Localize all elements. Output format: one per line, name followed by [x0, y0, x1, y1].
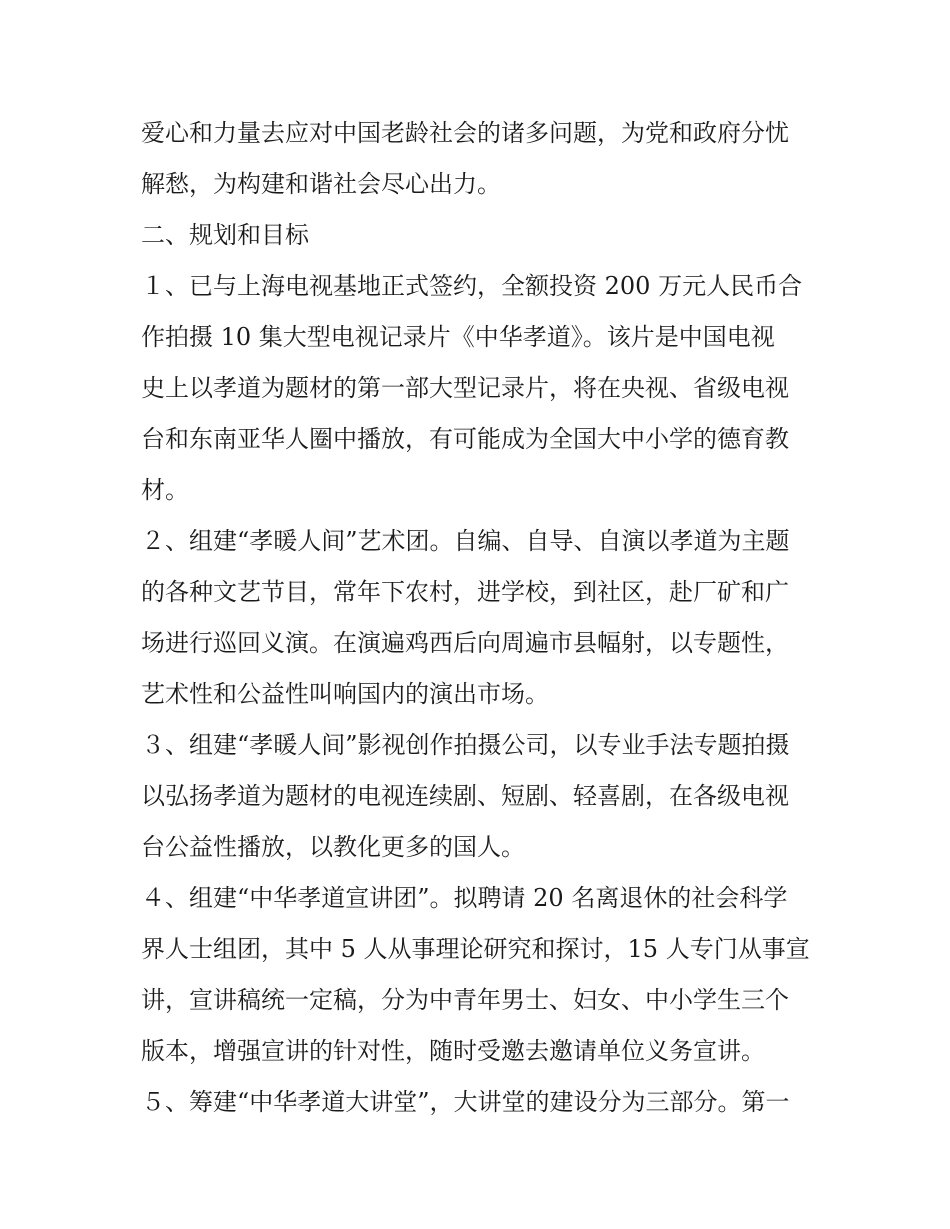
text-line: 台和东南亚华人圈中播放，有可能成为全国大中小学的德育教	[141, 425, 789, 453]
text-line: 以弘扬孝道为题材的电视连续剧、短剧、轻喜剧，在各级电视	[141, 782, 789, 810]
text-line: 讲，宣讲稿统一定稿，分为中青年男士、妇女、中小学生三个	[141, 986, 789, 1014]
text-line: 界人士组团，其中 5 人从事理论研究和探讨，15 人专门从事宣	[141, 935, 810, 963]
body-text	[141, 108, 821, 1128]
text-line: ３、组建“孝暖人间”影视创作拍摄公司，以专业手法专题拍摄	[141, 731, 790, 759]
section-heading: 二、规划和目标	[141, 221, 309, 249]
text-line: 解愁，为构建和谐社会尽心出力。	[141, 170, 501, 198]
text-line: ５、筹建“中华孝道大讲堂”，大讲堂的建设分为三部分。第一	[141, 1088, 790, 1116]
text-line: 台公益性播放，以教化更多的国人。	[141, 833, 525, 861]
text-line: ２、组建“孝暖人间”艺术团。自编、自导、自演以孝道为主题	[141, 527, 790, 555]
text-line: 材。	[141, 476, 189, 504]
text-line: 艺术性和公益性叫响国内的演出市场。	[141, 680, 549, 708]
text-line: １、已与上海电视基地正式签约，全额投资 200 万元人民币合	[141, 272, 803, 300]
text-line: 版本，增强宣讲的针对性，随时受邀去邀请单位义务宣讲。	[141, 1037, 765, 1065]
text-line: 场进行巡回义演。在演遍鸡西后向周遍市县幅射，以专题性，	[141, 629, 789, 657]
text-line: 爱心和力量去应对中国老龄社会的诸多问题，为党和政府分忧	[141, 119, 789, 147]
text-line: 史上以孝道为题材的第一部大型记录片，将在央视、省级电视	[141, 374, 789, 402]
text-line: 作拍摄 10 集大型电视记录片《中华孝道》。该片是中国电视	[141, 323, 775, 351]
text-line: 的各种文艺节目，常年下农村，进学校，到社区，赴厂矿和广	[141, 578, 789, 606]
text-line: ４、组建“中华孝道宣讲团”。拟聘请 20 名离退休的社会科学	[141, 884, 788, 912]
